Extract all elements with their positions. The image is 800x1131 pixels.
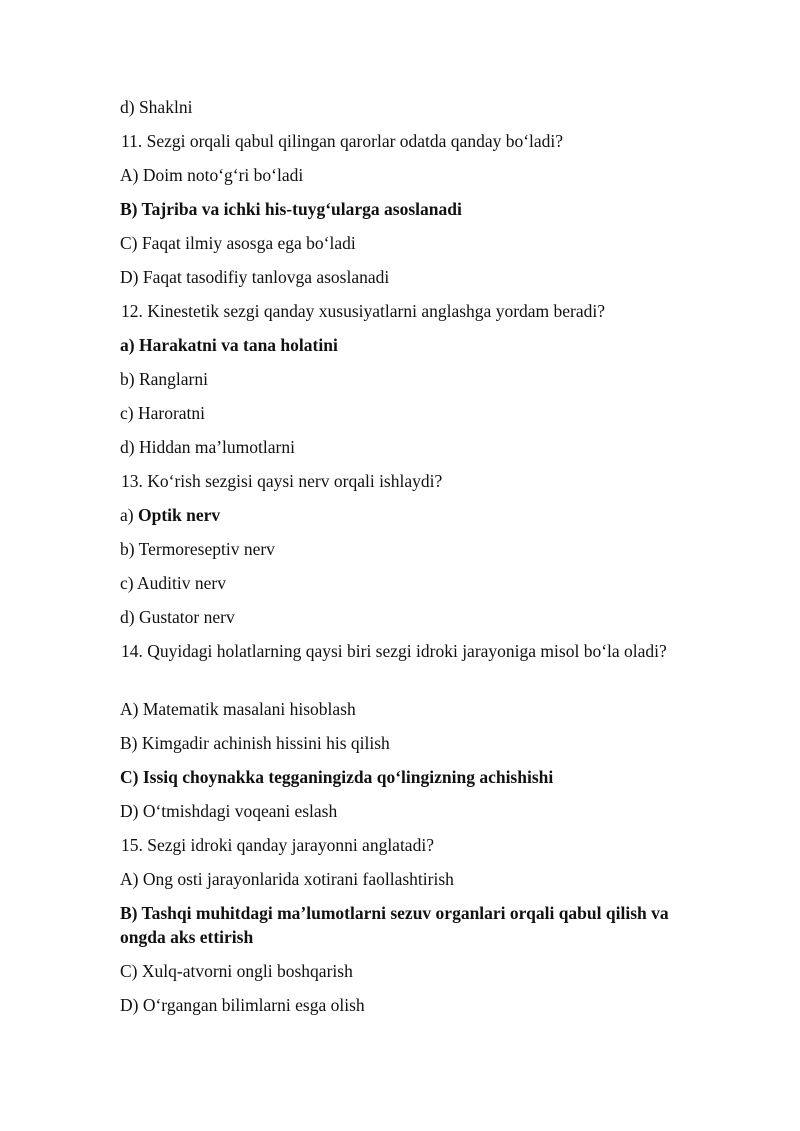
question-11: 11. Sezgi orqali qabul qilingan qarorlar odatda qanday bo‘ladi? (121, 131, 564, 151)
question-12: 12. Kinestetik sezgi qanday xususiyatlarni anglashga yordam beradi? (121, 301, 606, 321)
answer-option: A) Ong osti jarayonlarida xotirani faollashtirish (120, 869, 454, 889)
correct-answer: B) Tashqi muhitdagi ma’lumotlarni sezuv organlari orqali qabul qilish va ongda aks ettirish (120, 903, 669, 947)
answer-option: A) Matematik masalani hisoblash (120, 699, 356, 719)
correct-answer-text: Optik nerv (137, 505, 221, 525)
question-13: 13. Ko‘rish sezgisi qaysi nerv orqali ishlaydi? (121, 471, 443, 491)
correct-answer (120, 503, 680, 527)
answer-option: C) Faqat ilmiy asosga ega bo‘ladi (120, 233, 356, 253)
answer-option: c) Haroratni (120, 403, 206, 423)
answer-option: D) O‘rgangan bilimlarni esga olish (120, 995, 365, 1015)
answer-option: b) Ranglarni (120, 369, 208, 389)
option-letter: a) (120, 505, 138, 525)
answer-option: C) Xulq-atvorni ongli boshqarish (120, 961, 353, 981)
answer-option: d) Hiddan ma’lumotlarni (120, 437, 295, 457)
answer-option: c) Auditiv nerv (120, 573, 226, 593)
correct-answer: C) Issiq choynakka tegganingizda qo‘lingizning achishishi (120, 767, 554, 787)
question-15: 15. Sezgi idroki qanday jarayonni anglatadi? (121, 835, 434, 855)
answer-option: D) O‘tmishdagi voqeani eslash (120, 801, 338, 821)
correct-answer: B) Tajriba va ichki his-tuyg‘ularga asoslanadi (120, 199, 462, 219)
question-14: 14. Quyidagi holatlarning qaysi biri sezgi idroki jarayoniga misol bo‘la oladi? (121, 641, 667, 661)
answer-option: d) Shaklni (120, 97, 193, 117)
answer-option: D) Faqat tasodifiy tanlovga asoslanadi (120, 267, 390, 287)
answer-option: d) Gustator nerv (120, 607, 235, 627)
answer-option: B) Kimgadir achinish hissini his qilish (120, 733, 390, 753)
correct-answer: a) Harakatni va tana holatini (120, 335, 338, 355)
answer-option: A) Doim noto‘g‘ri bo‘ladi (120, 165, 304, 185)
answer-option: b) Termoreseptiv nerv (120, 539, 275, 559)
